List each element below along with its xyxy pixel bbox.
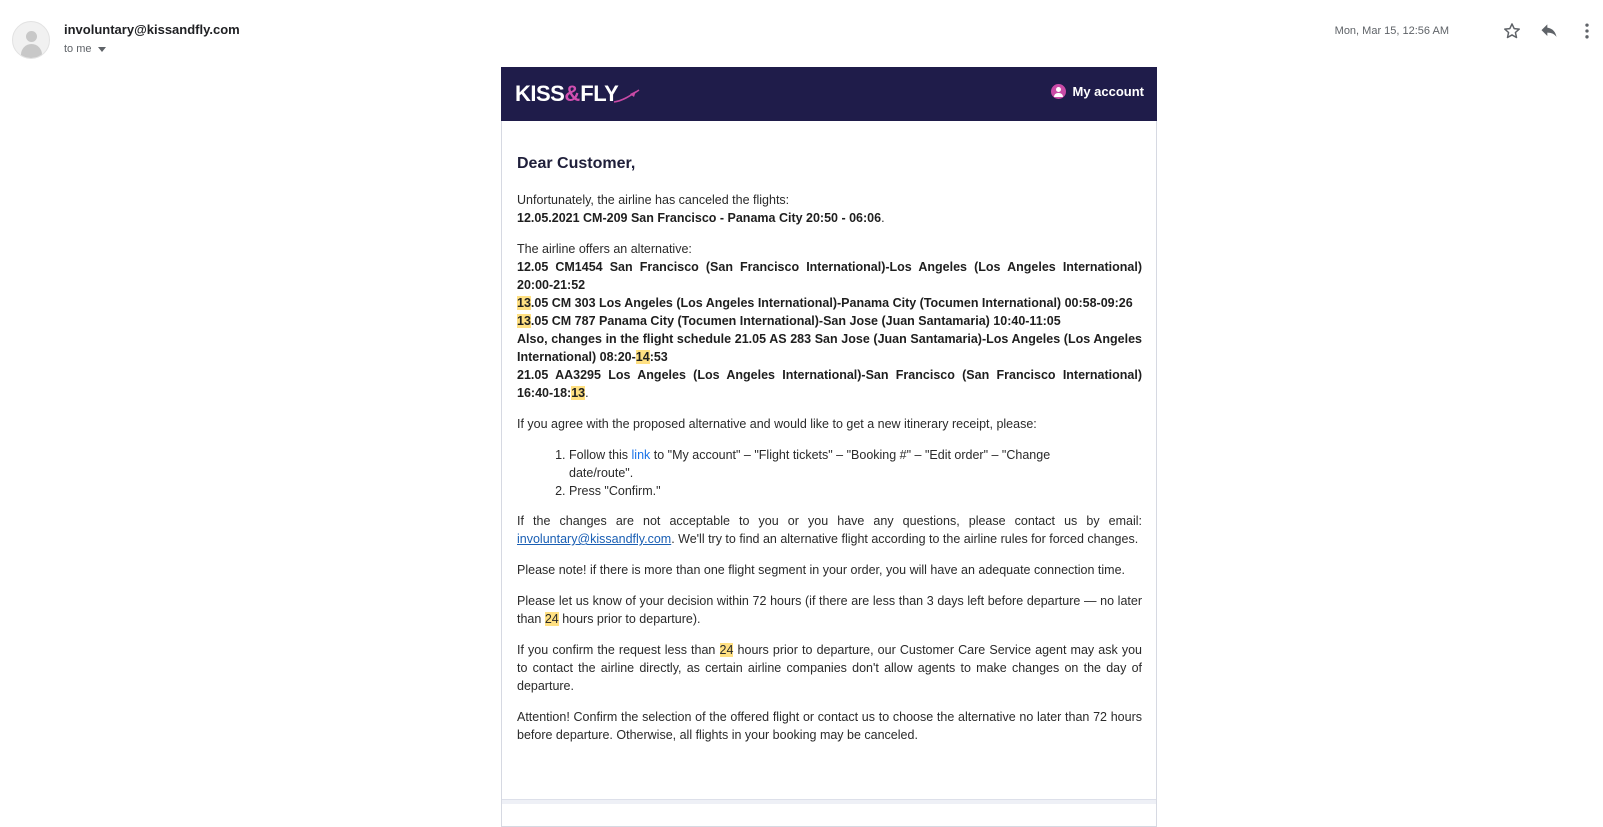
alternative-intro: The airline offers an alternative: — [517, 242, 692, 256]
alt-flight-2: .05 CM 303 Los Angeles (Los Angeles International)-Panama City (Tocumen International) 00:58-09:26 — [530, 296, 1133, 310]
canceled-flight: 12.05.2021 CM-209 San Francisco - Panama City 20:50 - 06:06 — [517, 211, 882, 225]
punctuation: . — [881, 211, 885, 225]
user-icon — [1051, 84, 1066, 99]
star-icon — [1502, 21, 1522, 41]
decision-text: hours prior to departure). — [558, 612, 701, 626]
logo-kiss-text: KISS — [515, 81, 565, 106]
highlight: 24 — [544, 612, 559, 626]
alt-flight-5: 21.05 AA3295 Los Angeles (Los Angeles International)-San Francisco (San Francisco International) 16:40-18: — [517, 368, 1142, 400]
airplane-icon — [612, 87, 642, 107]
more-options-button[interactable] — [1574, 18, 1600, 44]
highlight: 13 — [517, 314, 531, 328]
reply-button[interactable] — [1536, 18, 1562, 44]
contact-paragraph — [517, 512, 1142, 548]
reply-icon — [1539, 21, 1559, 41]
more-vert-icon — [1577, 21, 1597, 41]
punctuation: . — [585, 386, 589, 400]
confirm-text: hours prior to departure, our Customer Care Service agent may ask you to contact the airline directly, as certain airline companies don't allow agents to make changes on the day of departure. — [517, 643, 1142, 693]
contact-text: If the changes are not acceptable to you or you have any questions, please contact us by email: — [517, 514, 1142, 528]
logo-amp-text: & — [564, 81, 581, 106]
recipient-details-toggle[interactable] — [64, 43, 106, 55]
schedule-change: Also, changes in the flight schedule 21.05 AS 283 San Jose (Juan Santamaria)-Los Angeles (Los Angeles International) 08:20- — [517, 332, 1142, 364]
logo-fly-text: FLY — [580, 81, 619, 106]
decision-text: Please let us know of your decision within 72 hours (if there are less than 3 days left before departure — no later than — [517, 594, 1142, 626]
contact-email-link[interactable]: involuntary@kissandfly.com — [517, 532, 672, 546]
chevron-down-icon — [98, 47, 106, 52]
person-icon-head — [26, 31, 37, 42]
steps-list — [517, 446, 1142, 500]
highlight: 24 — [719, 643, 734, 657]
highlight: 13 — [571, 386, 586, 400]
my-account-label: My account — [1072, 84, 1144, 99]
greeting: Dear Customer, — [517, 155, 636, 172]
alternative-paragraph — [517, 240, 1142, 402]
step-item: 2. Press "Confirm." — [569, 482, 1142, 500]
alt-flight-3: .05 CM 787 Panama City (Tocumen International)-San Jose (Juan Santamaria) 10:40-11:05 — [530, 314, 1061, 328]
cancellation-paragraph — [517, 191, 1142, 227]
email-body-card — [501, 67, 1157, 827]
person-icon-body — [21, 44, 42, 58]
confirm-paragraph — [517, 641, 1142, 695]
attention-paragraph: Attention! Confirm the selection of the offered flight or contact us to choose the alternative no later than 72 hours before departure. Otherwise, all flights in your booking may be canceled. — [517, 710, 1142, 742]
agree-paragraph: If you agree with the proposed alternative and would like to get a new itinerary receipt, please: — [517, 417, 1037, 431]
schedule-change-end: :53 — [649, 350, 668, 364]
contact-text: . We'll try to find an alternative flight according to the airline rules for forced changes. — [671, 532, 1139, 546]
step-text: Follow this — [569, 448, 632, 462]
highlight: 13 — [517, 296, 531, 310]
booking-link[interactable]: link — [631, 448, 651, 462]
card-footer-divider — [502, 799, 1156, 804]
message-date: Mon, Mar 15, 12:56 AM — [1334, 25, 1449, 37]
star-button[interactable] — [1499, 18, 1525, 44]
recipient-label: to me — [64, 43, 92, 55]
sender-avatar[interactable] — [12, 21, 50, 59]
my-account-link[interactable] — [1051, 84, 1144, 99]
kissandfly-logo[interactable] — [515, 77, 642, 111]
confirm-text: If you confirm the request less than — [517, 643, 720, 657]
step-item — [569, 446, 1142, 482]
note-paragraph: Please note! if there is more than one flight segment in your order, you will have an adequate connection time. — [517, 563, 1126, 577]
cancellation-intro: Unfortunately, the airline has canceled the flights: — [517, 193, 790, 207]
alt-flight-1: 12.05 CM1454 San Francisco (San Francisco International)-Los Angeles (Los Angeles International) 20:00-21:52 — [517, 260, 1142, 292]
step-text: to "My account" – "Flight tickets" – "Booking #" – "Edit order" – "Change date/route". — [569, 448, 1051, 480]
highlight: 14 — [635, 350, 650, 364]
decision-paragraph — [517, 592, 1142, 628]
message-content — [502, 154, 1156, 744]
sender-address[interactable]: involuntary@kissandfly.com — [64, 22, 240, 37]
brand-banner — [501, 67, 1157, 121]
